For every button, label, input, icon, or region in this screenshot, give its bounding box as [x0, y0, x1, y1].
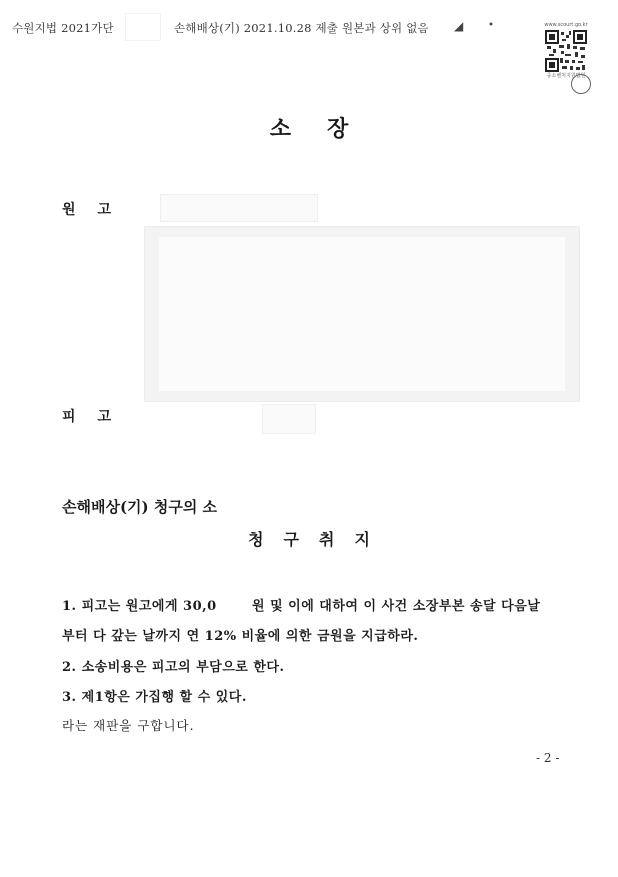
page-number: - 2 -	[536, 751, 560, 765]
claim-item-2: 2. 소송비용은 피고의 부담으로 한다.	[62, 660, 285, 675]
qr-code-icon	[545, 30, 587, 72]
claim-title: 손해배상(기) 청구의 소	[62, 498, 218, 516]
scan-mark: ◢	[454, 19, 464, 33]
claim-item-1-line2: 부터 다 갚는 날까지 연 12% 비율에 의한 금원을 지급하라.	[62, 629, 419, 644]
plaintiff-label: 원고	[62, 202, 134, 218]
redacted-defendant-name	[262, 404, 316, 434]
qr-caption: 중소벤처지원법원	[546, 73, 586, 79]
redacted-plaintiff-details	[144, 226, 580, 402]
redacted-case-number	[125, 13, 161, 41]
claim-item-1-part2: 원 및 이에 대하여 이 사건 소장부본 송달 다음날	[252, 599, 541, 614]
claim-item-1-part1: 1. 피고는 원고에게 30,0	[62, 599, 217, 614]
case-number: 수원지법 2021가단	[12, 21, 114, 35]
seal-stamp-icon	[571, 74, 591, 94]
closing-statement: 라는 재판을 구합니다.	[62, 718, 195, 733]
scan-dot: •	[488, 20, 494, 31]
section-title: 청구취지	[248, 530, 390, 549]
defendant-label: 피고	[62, 409, 134, 425]
qr-verification	[543, 22, 589, 82]
claim-item-3: 3. 제1항은 가집행 할 수 있다.	[62, 690, 247, 705]
redacted-plaintiff-name	[160, 194, 318, 222]
page-title: 소장	[269, 116, 385, 142]
qr-url: www.scourt.go.kr	[544, 22, 588, 28]
case-submission-info: 손해배상(기) 2021.10.28 제출 원본과 상위 없음	[174, 21, 429, 35]
